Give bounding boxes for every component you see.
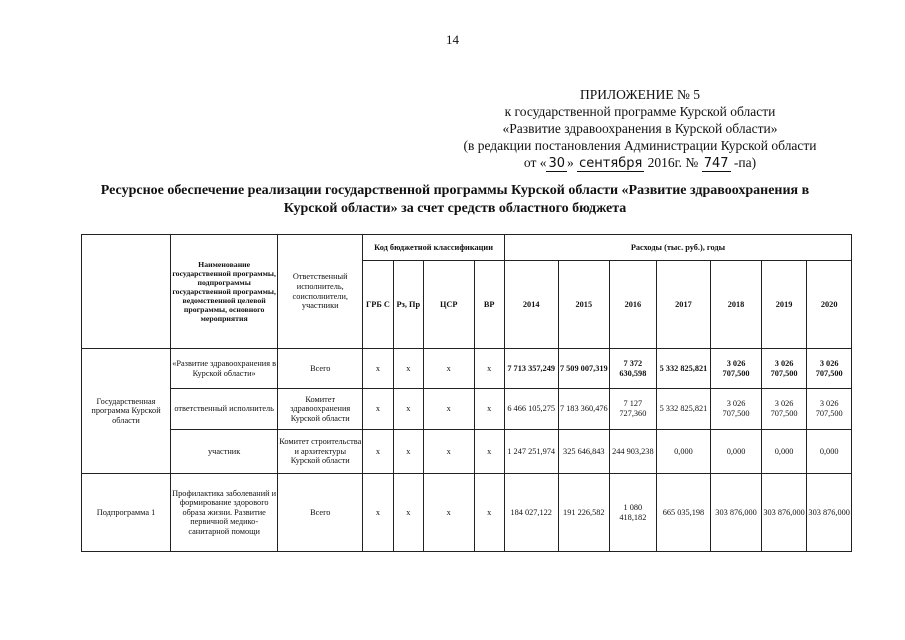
date-number: 747 — [703, 156, 729, 171]
code-vr: x — [474, 349, 504, 389]
value-2017: 665 035,198 — [656, 474, 711, 552]
code-vr: x — [474, 474, 504, 552]
value-2020: 0,000 — [807, 430, 852, 474]
value-2016: 244 903,238 — [610, 430, 657, 474]
table-header-row-1 — [82, 235, 852, 261]
header-budget-code: Код бюджетной классификации — [363, 235, 505, 261]
row-executor: Комитет строительства и архитектуры Курской области — [278, 430, 363, 474]
code-rzpr: x — [393, 430, 423, 474]
header-grbs: ГРБ С — [363, 261, 393, 349]
value-2014: 6 466 105,275 — [504, 389, 558, 430]
date-month: сентября — [579, 156, 643, 171]
value-2018: 303 876,000 — [711, 474, 762, 552]
row-name: ответственный исполнитель — [171, 389, 278, 430]
value-2020: 303 876,000 — [807, 474, 852, 552]
appendix-title: ПРИЛОЖЕНИЕ № 5 — [579, 87, 701, 102]
code-grbs: x — [363, 430, 393, 474]
header-year-2020: 2020 — [807, 261, 852, 349]
header-year-2016: 2016 — [610, 261, 657, 349]
header-name: Наименование государственной программы, подпрограммы государственной программы, ведомственной целевой программы, основного мероприятия — [171, 235, 278, 349]
header-expenses: Расходы (тыс. руб.), годы — [504, 235, 851, 261]
value-2015: 325 646,843 — [558, 430, 610, 474]
code-grbs: x — [363, 349, 393, 389]
header-blank — [82, 235, 171, 349]
value-2015: 191 226,582 — [558, 474, 610, 552]
header-csr: ЦСР — [423, 261, 474, 349]
appendix-line-name: «Развитие здравоохранения в Курской области» — [502, 121, 778, 136]
value-2017: 0,000 — [656, 430, 711, 474]
date-day: 30 — [548, 156, 566, 171]
header-year-2018: 2018 — [711, 261, 762, 349]
value-2016: 7 372 630,598 — [610, 349, 657, 389]
header-vr: ВР — [474, 261, 504, 349]
document-title-line-2: Курской области» за счет средств областного бюджета — [283, 201, 627, 216]
value-2019: 0,000 — [761, 430, 807, 474]
header-executor: Ответственный исполнитель, соисполнители, участники — [278, 235, 363, 349]
row-name: «Развитие здравоохранения в Курской области» — [171, 349, 278, 389]
code-vr: x — [474, 430, 504, 474]
code-csr: x — [423, 349, 474, 389]
row-name: Профилактика заболеваний и формирование здорового образа жизни. Развитие первичной медико-санитарной помощи — [171, 474, 278, 552]
date-suffix: -па) — [730, 155, 757, 170]
document-title — [60, 182, 850, 218]
code-rzpr: x — [393, 349, 423, 389]
value-2020: 3 026 707,500 — [807, 389, 852, 430]
row-executor: Всего — [278, 474, 363, 552]
value-2017: 5 332 825,821 — [656, 349, 711, 389]
table-row-program-total — [82, 349, 852, 389]
value-2018: 3 026 707,500 — [711, 389, 762, 430]
value-2017: 5 332 825,821 — [656, 389, 711, 430]
code-grbs: x — [363, 389, 393, 430]
value-2014: 1 247 251,974 — [504, 430, 558, 474]
value-2016: 7 127 727,360 — [610, 389, 657, 430]
value-2019: 3 026 707,500 — [761, 349, 807, 389]
header-year-2014: 2014 — [504, 261, 558, 349]
header-rzpr: Рз, Пр — [393, 261, 423, 349]
date-mid: » — [567, 155, 578, 170]
table-row-participant — [82, 430, 852, 474]
header-year-2015: 2015 — [558, 261, 610, 349]
subprogram-label: Подпрограмма 1 — [82, 474, 171, 552]
code-rzpr: x — [393, 389, 423, 430]
value-2018: 3 026 707,500 — [711, 349, 762, 389]
date-year: 2016г. № — [644, 155, 702, 170]
code-rzpr: x — [393, 474, 423, 552]
value-2016: 1 080 418,182 — [610, 474, 657, 552]
program-label: Государственная программа Курской области — [82, 349, 171, 474]
value-2014: 7 713 357,249 — [504, 349, 558, 389]
code-csr: x — [423, 430, 474, 474]
resource-table — [81, 234, 852, 552]
table-row-responsible — [82, 389, 852, 430]
value-2019: 303 876,000 — [761, 474, 807, 552]
row-executor: Комитет здравоохранения Курской области — [278, 389, 363, 430]
table-row-subprogram-1 — [82, 474, 852, 552]
code-csr: x — [423, 389, 474, 430]
page-number: 14 — [446, 32, 459, 47]
code-csr: x — [423, 474, 474, 552]
appendix-line-edition: (в редакции постановления Администрации Курской области — [463, 138, 817, 153]
value-2015: 7 509 007,319 — [558, 349, 610, 389]
value-2015: 7 183 360,476 — [558, 389, 610, 430]
value-2014: 184 027,122 — [504, 474, 558, 552]
value-2018: 0,000 — [711, 430, 762, 474]
date-prefix: от « — [523, 155, 547, 170]
document-title-line-1: Ресурсное обеспечение реализации государственной программы Курской области «Развитие здравоохранения в — [100, 183, 810, 198]
appendix-line-program: к государственной программе Курской области — [504, 104, 776, 119]
appendix-block — [380, 86, 900, 172]
header-year-2017: 2017 — [656, 261, 711, 349]
row-name: участник — [171, 430, 278, 474]
appendix-line-date — [380, 154, 900, 172]
row-executor: Всего — [278, 349, 363, 389]
value-2020: 3 026 707,500 — [807, 349, 852, 389]
code-vr: x — [474, 389, 504, 430]
header-year-2019: 2019 — [761, 261, 807, 349]
code-grbs: x — [363, 474, 393, 552]
value-2019: 3 026 707,500 — [761, 389, 807, 430]
